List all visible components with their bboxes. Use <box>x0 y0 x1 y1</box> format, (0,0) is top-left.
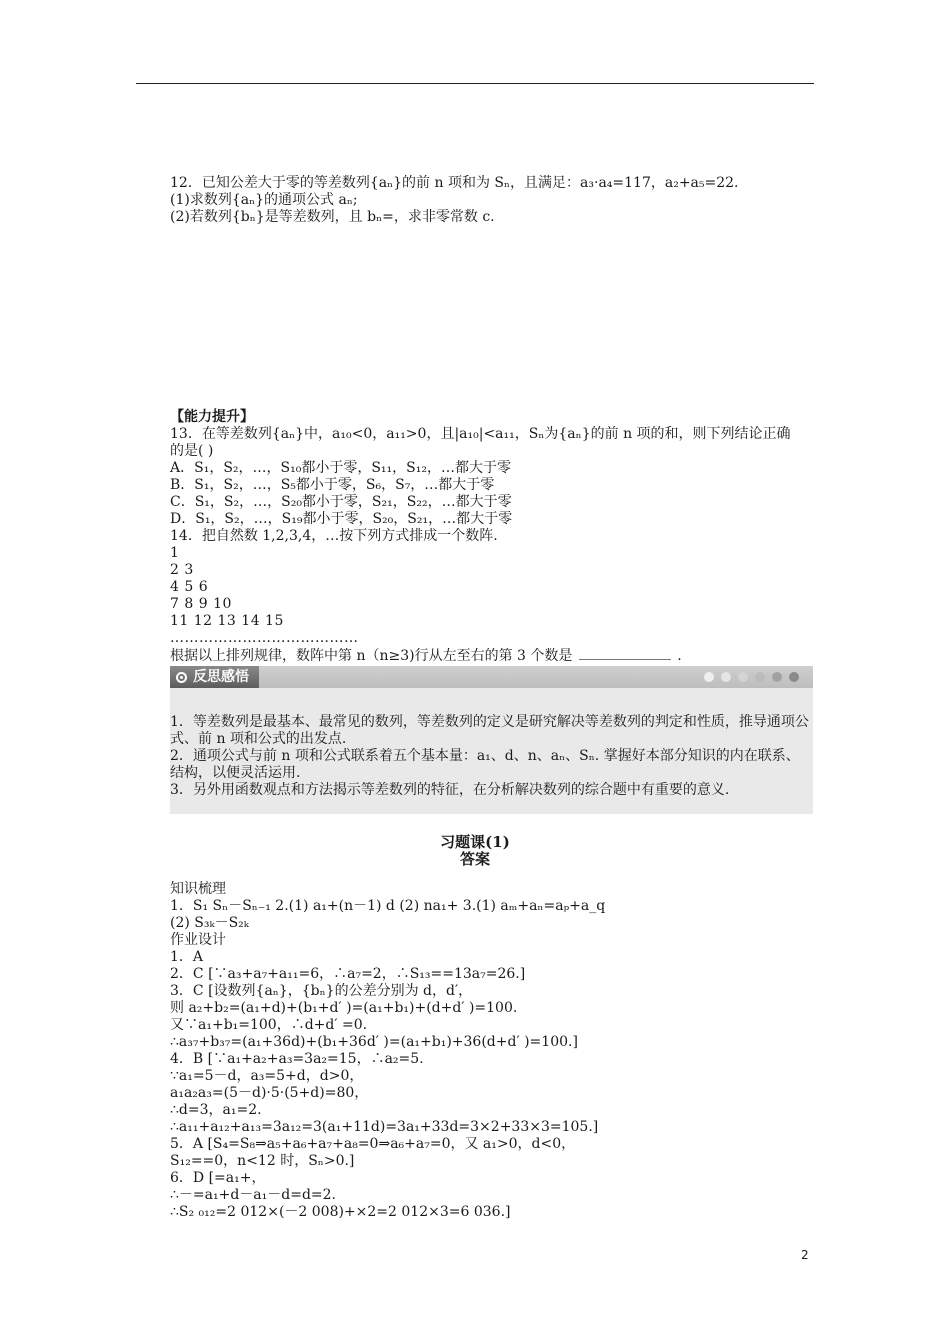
answer-line: 4．B [∵a₁+a₂+a₃=3a₂=15，∴a₂=5. <box>170 1051 424 1067</box>
dot-icon <box>721 672 731 682</box>
answer-line: 6．D [=a₁+， <box>170 1170 266 1186</box>
dot-icon <box>755 672 765 682</box>
decorative-dots <box>704 672 799 682</box>
answers-title: 习题课(1) <box>440 833 510 851</box>
matrix-row: 7 8 9 10 <box>170 596 232 612</box>
answer-line: 知识梳理 <box>170 881 226 897</box>
header-rule <box>136 83 814 84</box>
answer-line: a₁a₂a₃=(5－d)·5·(5+d)=80， <box>170 1085 369 1101</box>
answer-line: 2．C [∵a₃+a₇+a₁₁=6，∴a₇=2，∴S₁₃==13a₇=26.] <box>170 966 526 982</box>
dot-icon <box>704 672 714 682</box>
reflection-item-2: 2．通项公式与前 n 项和公式联系着五个基本量：a₁、d、n、aₙ、Sₙ. 掌握好本部分知识的内在联系、结构，以便灵活运用. <box>170 748 800 781</box>
answer-line: S₁₂==0，n<12 时，Sₙ>0.] <box>170 1153 355 1169</box>
answer-line: 5．A [S₄=S₈⇒a₅+a₆+a₇+a₈=0⇒a₆+a₇=0，又 a₁>0，d<0， <box>170 1136 576 1152</box>
answer-line: 1．S₁ Sₙ－Sₙ₋₁ 2.(1) a₁+(n－1) d (2) na₁+ 3.(1) aₘ+aₙ=aₚ+a_q <box>170 898 606 914</box>
q13-option-b: B．S₁，S₂，…，S₅都小于零，S₆，S₇，…都大于零 <box>170 477 495 493</box>
q13-stem-line1: 13．在等差数列{aₙ}中，a₁₀<0，a₁₁>0，且|a₁₀|<a₁₁，Sₙ为{aₙ}的前 n 项的和，则下列结论正确 <box>170 426 791 442</box>
answer-line: 又∵a₁+b₁=100，∴d+d′ =0. <box>170 1017 368 1033</box>
answer-line: ∴a₃₇+b₃₇=(a₁+36d)+(b₁+36d′ )=(a₁+b₁)+36(d+d′ )=100.] <box>170 1034 578 1050</box>
q13-stem-line2: 的是( ) <box>170 443 214 459</box>
reflection-header-bar <box>170 666 813 688</box>
answer-line: ∴d=3，a₁=2. <box>170 1102 262 1118</box>
answers-subtitle: 答案 <box>459 850 490 868</box>
answers-body <box>170 881 815 1221</box>
number-matrix <box>170 545 815 647</box>
q13-option-c: C．S₁，S₂，…，S₂₀都小于零，S₂₁，S₂₂，…都大于零 <box>170 494 512 510</box>
page-number: 2 <box>801 1248 809 1262</box>
dot-icon <box>789 672 799 682</box>
q12-part1: (1)求数列{aₙ}的通项公式 aₙ; <box>170 192 358 208</box>
reflection-title: 反思感悟 <box>193 669 249 685</box>
answer-line: (2) S₃ₖ－S₂ₖ <box>170 915 249 931</box>
answer-blank <box>579 647 671 660</box>
answer-line: ∴－=a₁+d－a₁－d=d=2. <box>170 1187 336 1203</box>
answer-line: 作业设计 <box>170 932 226 948</box>
reflection-item-3: 3．另外用函数观点和方法揭示等差数列的特征，在分析解决数列的综合题中有重要的意义. <box>170 782 730 798</box>
question-12 <box>170 175 815 226</box>
answer-line: ∴S₂ ₀₁₂=2 012×(－2 008)+×2=2 012×3=6 036.] <box>170 1204 511 1220</box>
dot-icon <box>738 672 748 682</box>
answer-line: ∵a₁=5－d，a₃=5+d，d>0， <box>170 1068 364 1084</box>
matrix-row: 1 <box>170 545 180 561</box>
q14-question-text: 根据以上排列规律，数阵中第 n（n≥3)行从左至右的第 3 个数是 <box>170 648 573 664</box>
q12-stem: 12．已知公差大于零的等差数列{aₙ}的前 n 项和为 Sₙ，且满足：a₃·a₄=117，a₂+a₅=22. <box>170 175 739 191</box>
answer-line: 则 a₂+b₂=(a₁+d)+(b₁+d′ )=(a₁+b₁)+(d+d′ )=100. <box>170 1000 518 1016</box>
reflection-body <box>170 688 813 814</box>
matrix-row: 11 12 13 14 15 <box>170 613 284 629</box>
ability-section <box>170 409 815 664</box>
answer-line: 3．C [设数列{aₙ}，{bₙ}的公差分别为 d，d′， <box>170 983 473 999</box>
q14-question-end: . <box>677 648 682 664</box>
answer-line: ∴a₁₁+a₁₂+a₁₃=3a₁₂=3(a₁+11d)=3a₁+33d=3×2+33×3=105.] <box>170 1119 599 1135</box>
q14-stem: 14．把自然数 1,2,3,4，…按下列方式排成一个数阵. <box>170 528 498 544</box>
matrix-row: 2 3 <box>170 562 194 578</box>
target-circle-icon <box>176 672 187 683</box>
q13-option-a: A．S₁，S₂，…，S₁₀都小于零，S₁₁，S₁₂，…都大于零 <box>170 460 511 476</box>
matrix-ellipsis: ………………………………… <box>170 630 359 646</box>
ability-heading: 【能力提升】 <box>170 409 254 425</box>
dot-icon <box>772 672 782 682</box>
matrix-row: 4 5 6 <box>170 579 209 595</box>
reflection-item-1: 1．等差数列是最基本、最常见的数列，等差数列的定义是研究解决等差数列的判定和性质，推导通项公式、前 n 项和公式的出发点. <box>170 714 809 747</box>
q12-part2: (2)若数列{bₙ}是等差数列，且 bₙ=，求非零常数 c. <box>170 209 495 225</box>
q13-option-d: D．S₁，S₂，…，S₁₉都小于零，S₂₀，S₂₁，…都大于零 <box>170 511 513 527</box>
answer-line: 1．A <box>170 949 204 965</box>
reflection-title-tab <box>170 666 259 688</box>
q14-question <box>170 647 815 664</box>
